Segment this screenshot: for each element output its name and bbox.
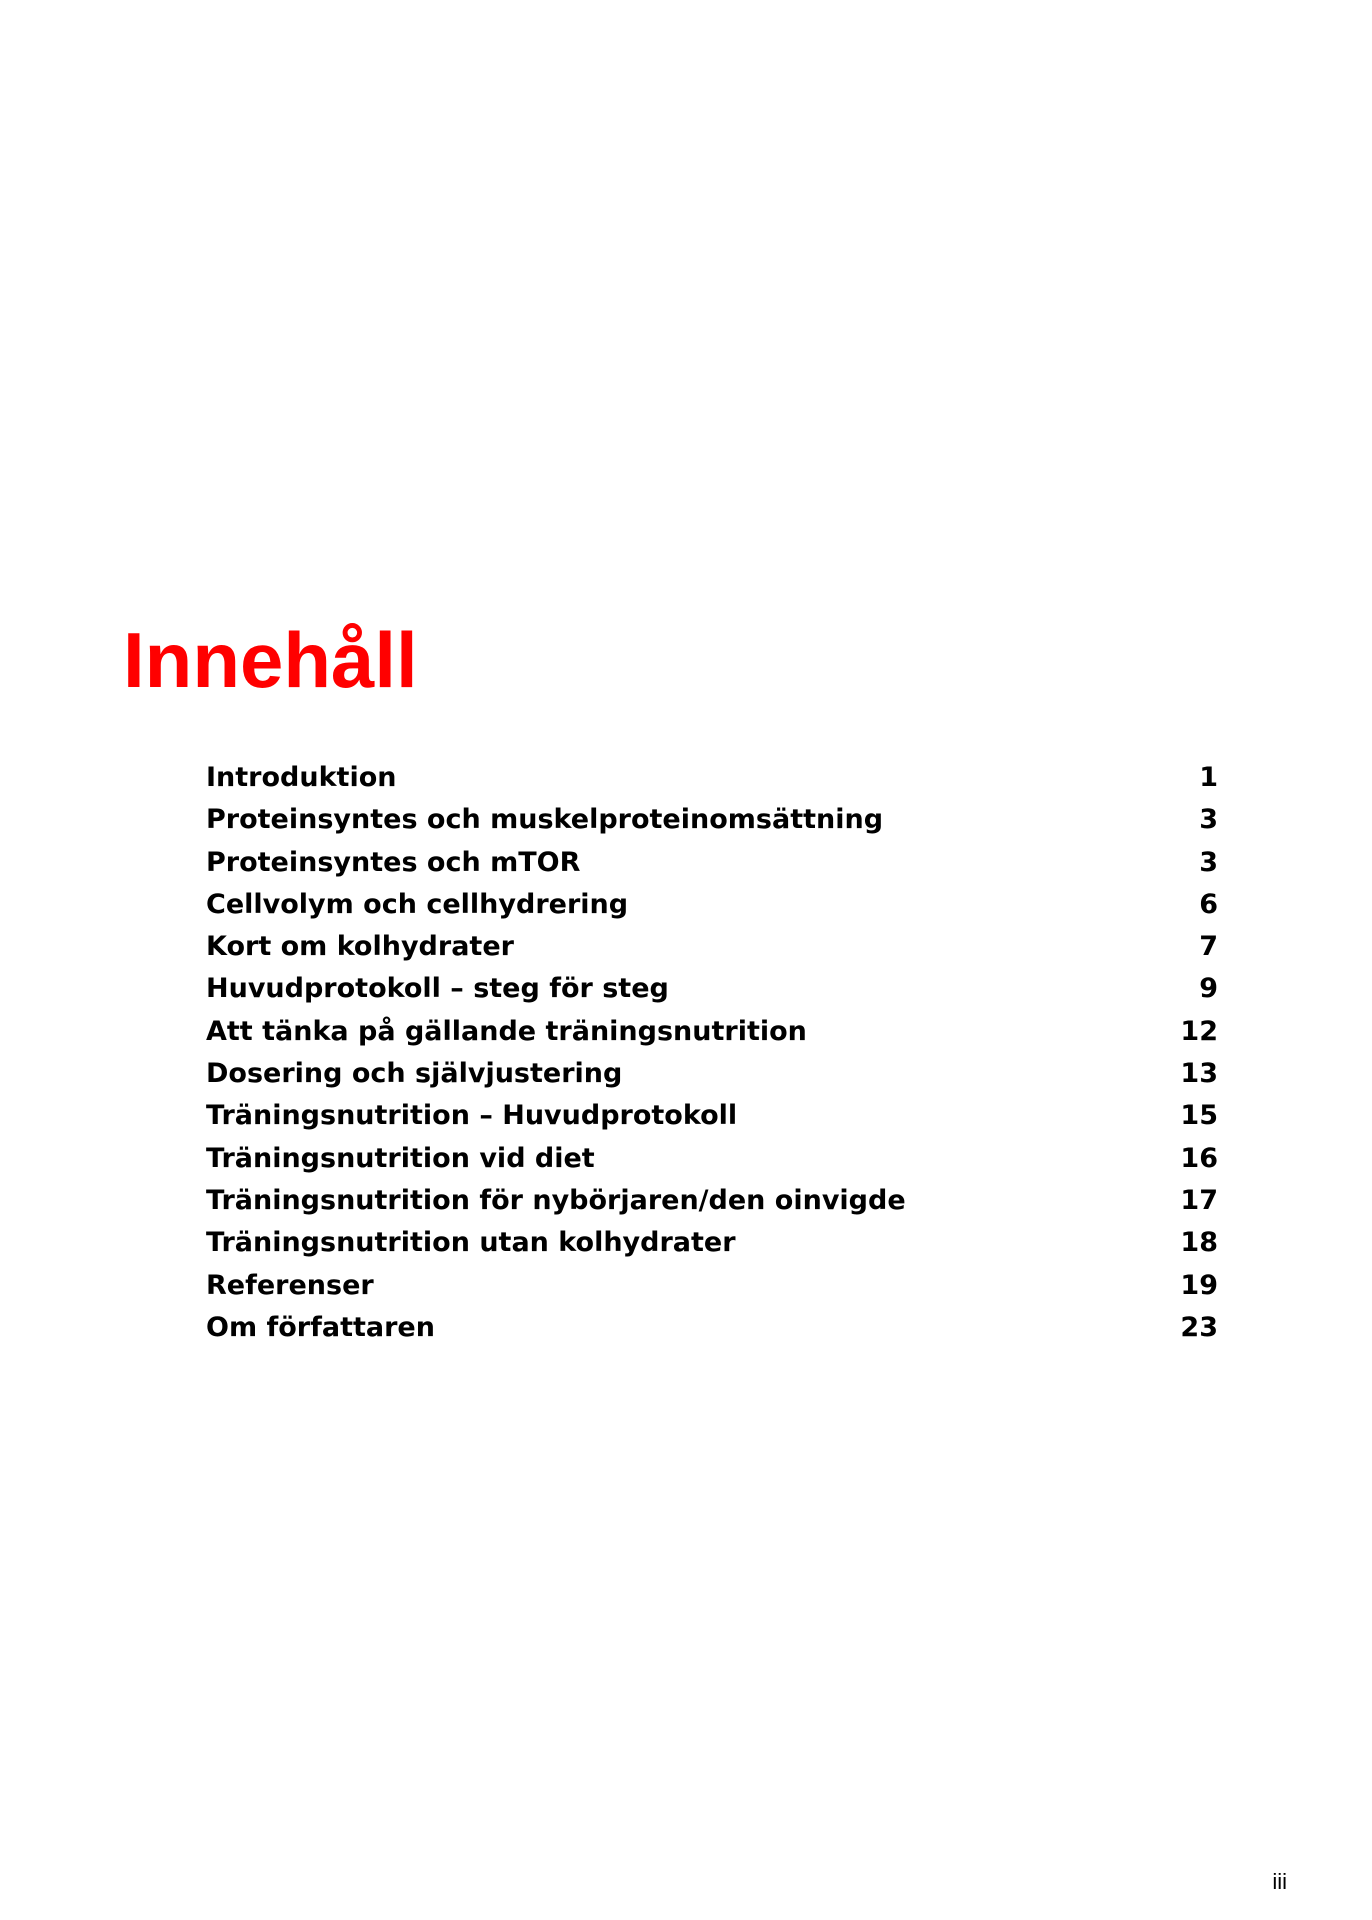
page-number: iii	[1272, 1869, 1287, 1894]
toc-entry[interactable]	[206, 842, 1218, 884]
toc-entry-label: Träningsnutrition – Huvudprotokoll	[206, 1100, 738, 1132]
toc-entry-page: 3	[1199, 846, 1218, 878]
toc-entry-page: 9	[1199, 973, 1218, 1005]
toc-entry-label: Träningsnutrition vid diet	[206, 1142, 595, 1174]
toc-entry[interactable]	[206, 1222, 1218, 1264]
toc-entry-label: Proteinsyntes och mTOR	[206, 846, 581, 878]
toc-entry-page: 13	[1180, 1058, 1218, 1090]
toc-entry-page: 12	[1180, 1015, 1218, 1047]
toc-entry-label: Dosering och självjustering	[206, 1058, 623, 1090]
toc-entry-page: 15	[1180, 1100, 1218, 1132]
toc-entry-label: Att tänka på gällande träningsnutrition	[206, 1015, 807, 1047]
toc-entry-page: 18	[1180, 1227, 1218, 1259]
toc-entry-label: Träningsnutrition för nybörjaren/den oinvigde	[206, 1184, 906, 1216]
toc-entry[interactable]	[206, 1307, 1218, 1349]
page-title: Innehåll	[123, 616, 418, 704]
toc-entry[interactable]	[206, 884, 1218, 926]
toc-entry-label: Kort om kolhydrater	[206, 931, 514, 963]
toc-entry-page: 7	[1199, 931, 1218, 963]
toc-entry-label: Om författaren	[206, 1311, 435, 1343]
toc-entry[interactable]	[206, 1180, 1218, 1222]
toc-entry-label: Introduktion	[206, 762, 397, 793]
toc-entry-page: 3	[1199, 804, 1218, 836]
toc-entry[interactable]	[206, 1095, 1218, 1137]
toc-entry-page: 16	[1180, 1142, 1218, 1174]
toc-entry-label: Cellvolym och cellhydrering	[206, 888, 629, 920]
toc-entry-label: Proteinsyntes och muskelproteinomsättning	[206, 804, 884, 836]
toc-entry-page: 6	[1199, 888, 1218, 920]
toc-entry-label: Referenser	[206, 1269, 374, 1301]
toc-entry-page: 1	[1199, 762, 1218, 793]
toc-entry-page: 23	[1180, 1311, 1218, 1343]
toc-entry-label: Träningsnutrition utan kolhydrater	[206, 1227, 736, 1259]
toc-entry[interactable]	[206, 799, 1218, 841]
toc-entry[interactable]	[206, 757, 1218, 799]
table-of-contents	[206, 757, 1218, 1349]
toc-entry[interactable]	[206, 1265, 1218, 1307]
toc-entry-page: 17	[1180, 1184, 1218, 1216]
toc-entry[interactable]	[206, 968, 1218, 1010]
toc-entry[interactable]	[206, 1138, 1218, 1180]
toc-entry[interactable]	[206, 1011, 1218, 1053]
toc-entry[interactable]	[206, 1053, 1218, 1095]
toc-entry-label: Huvudprotokoll – steg för steg	[206, 973, 669, 1005]
toc-entry-page: 19	[1180, 1269, 1218, 1301]
toc-entry[interactable]	[206, 926, 1218, 968]
